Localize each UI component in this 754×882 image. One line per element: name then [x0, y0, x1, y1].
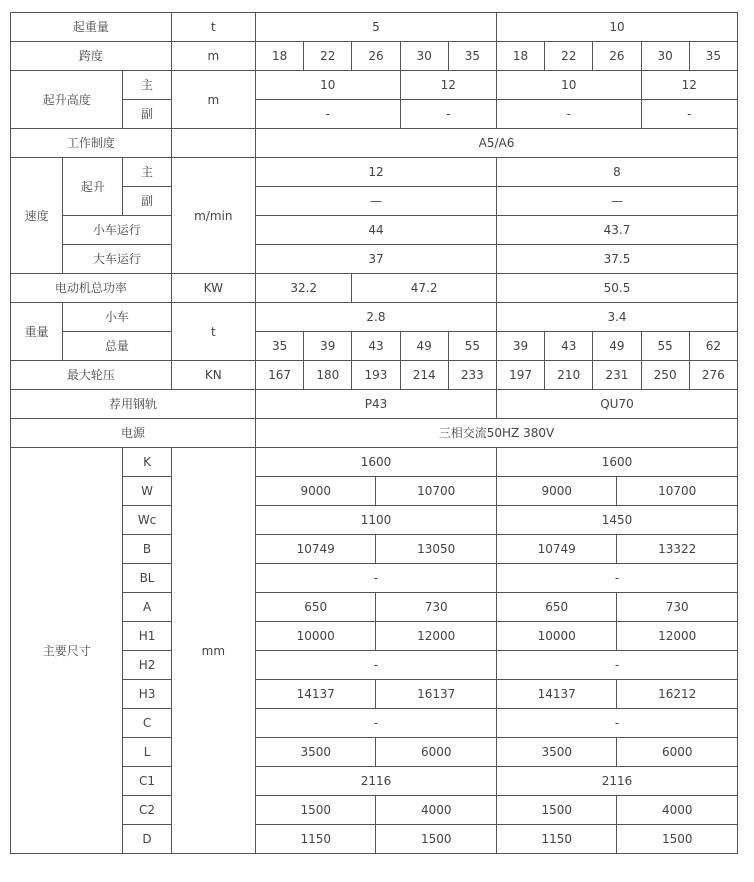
wheel-cell: 210	[545, 361, 593, 390]
rail-value-2: QU70	[496, 390, 737, 419]
dim-value: 13050	[417, 542, 456, 556]
dim-value: 14137	[497, 680, 618, 708]
span-cell: 30	[400, 42, 448, 71]
weight-total-label: 总量	[63, 332, 171, 361]
span-cell: 30	[641, 42, 689, 71]
dim-half-inner	[256, 477, 496, 505]
dim-key: W	[123, 477, 171, 506]
wheel-cell: 250	[641, 361, 689, 390]
speed-crane-row	[11, 245, 738, 274]
dim-half	[496, 738, 737, 767]
weight-total-cell: 43	[545, 332, 593, 361]
duty-value: A5/A6	[255, 129, 737, 158]
dim-key: C	[123, 709, 171, 738]
dim-value: 12000	[658, 629, 697, 643]
dim-row	[11, 448, 738, 477]
weight-total-cell: 62	[689, 332, 737, 361]
dims-unit: mm	[171, 448, 255, 854]
dim-half	[496, 622, 737, 651]
dim-value: 16137	[417, 687, 456, 701]
span-row	[11, 42, 738, 71]
speed-trolley-label: 小车运行	[63, 216, 171, 245]
lift-main-cell: 12	[400, 71, 496, 100]
dim-cell: -	[255, 709, 496, 738]
speed-main-value-2: 8	[496, 158, 737, 187]
dim-value: 6000	[661, 745, 693, 759]
dim-value: 1500	[256, 796, 377, 824]
span-cell: 22	[545, 42, 593, 71]
dim-key: C1	[123, 767, 171, 796]
crane-spec-table	[10, 12, 738, 854]
speed-crane-label: 大车运行	[63, 245, 171, 274]
dim-value: 1500	[661, 832, 693, 846]
speed-unit: m/min	[171, 158, 255, 274]
dim-value: 10749	[497, 535, 618, 563]
dim-value: 650	[497, 593, 618, 621]
dim-cell: -	[496, 709, 737, 738]
weight-total-cell: 55	[448, 332, 496, 361]
weight-total-row	[11, 332, 738, 361]
lift-main-cell: 12	[641, 71, 737, 100]
dim-half	[496, 593, 737, 622]
dim-half	[255, 593, 496, 622]
motor-unit: KW	[171, 274, 255, 303]
speed-aux-value-1: —	[255, 187, 496, 216]
weight-total-cell: 39	[496, 332, 544, 361]
dim-half-inner	[497, 477, 737, 505]
wheel-unit: KN	[171, 361, 255, 390]
lift-main-label: 主	[123, 71, 171, 100]
dim-half	[255, 680, 496, 709]
dim-half-inner	[497, 825, 737, 853]
span-cell: 18	[255, 42, 303, 71]
duty-unit	[171, 129, 255, 158]
load-value-2: 10	[496, 13, 737, 42]
dim-half	[496, 680, 737, 709]
dim-value: 12000	[417, 629, 456, 643]
dim-key: D	[123, 825, 171, 854]
span-unit: m	[171, 42, 255, 71]
load-row	[11, 13, 738, 42]
speed-crane-value-1: 37	[255, 245, 496, 274]
lift-aux-cell: -	[400, 100, 496, 129]
dim-half-inner	[256, 622, 496, 650]
lift-aux-label: 副	[123, 100, 171, 129]
span-cell: 22	[304, 42, 352, 71]
dim-half-inner	[256, 593, 496, 621]
dim-half-inner	[497, 738, 737, 766]
dim-cell: 1600	[255, 448, 496, 477]
lift-label: 起升高度	[11, 71, 123, 129]
dim-key: H1	[123, 622, 171, 651]
wheel-cell: 276	[689, 361, 737, 390]
dim-cell: -	[255, 564, 496, 593]
dim-cell: -	[496, 651, 737, 680]
dim-key: B	[123, 535, 171, 564]
dim-value: 14137	[256, 680, 377, 708]
dim-value: 10700	[658, 484, 697, 498]
wheel-cell: 233	[448, 361, 496, 390]
speed-trolley-value-2: 43.7	[496, 216, 737, 245]
dim-key: BL	[123, 564, 171, 593]
weight-trolley-value-1: 2.8	[255, 303, 496, 332]
lift-aux-cell: -	[641, 100, 737, 129]
weight-total-cell: 49	[400, 332, 448, 361]
dim-cell: -	[255, 651, 496, 680]
dim-value: 3500	[256, 738, 377, 766]
wheel-cell: 180	[304, 361, 352, 390]
dim-half-inner	[256, 535, 496, 563]
span-cell: 35	[689, 42, 737, 71]
speed-main-value-1: 12	[255, 158, 496, 187]
dim-value: 10749	[256, 535, 377, 563]
dim-value: 1150	[497, 825, 618, 853]
weight-trolley-row	[11, 303, 738, 332]
weight-total-cell: 39	[304, 332, 352, 361]
dim-key: H3	[123, 680, 171, 709]
span-cell: 26	[593, 42, 641, 71]
dim-key: K	[123, 448, 171, 477]
speed-aux-value-2: —	[496, 187, 737, 216]
dim-key: Wc	[123, 506, 171, 535]
motor-value-2: 47.2	[352, 274, 497, 303]
wheel-cell: 231	[593, 361, 641, 390]
weight-total-cell: 43	[352, 332, 400, 361]
dim-value: 1500	[420, 832, 452, 846]
dim-half-inner	[497, 593, 737, 621]
dim-half-inner	[256, 825, 496, 853]
dim-half-inner	[497, 535, 737, 563]
dim-half-inner	[256, 680, 496, 708]
dim-key: C2	[123, 796, 171, 825]
weight-unit: t	[171, 303, 255, 361]
dim-cell: 2116	[496, 767, 737, 796]
power-label: 电源	[11, 419, 256, 448]
dim-half	[255, 477, 496, 506]
dim-value: 9000	[256, 477, 377, 505]
wheel-label: 最大轮压	[11, 361, 172, 390]
rail-row	[11, 390, 738, 419]
span-cell: 35	[448, 42, 496, 71]
dim-value: 10000	[256, 622, 377, 650]
weight-total-cell: 55	[641, 332, 689, 361]
weight-total-cell: 35	[255, 332, 303, 361]
power-value: 三相交流50HZ 380V	[255, 419, 737, 448]
dim-cell: 1600	[496, 448, 737, 477]
dim-value: 730	[424, 600, 448, 614]
speed-label: 速度	[11, 158, 63, 274]
wheel-cell: 193	[352, 361, 400, 390]
motor-value-1: 32.2	[255, 274, 351, 303]
speed-main-row	[11, 158, 738, 187]
dim-value: 10000	[497, 622, 618, 650]
speed-lift-label: 起升	[63, 158, 123, 216]
lift-unit: m	[171, 71, 255, 129]
span-cell: 18	[496, 42, 544, 71]
load-unit: t	[171, 13, 255, 42]
dim-half-inner	[497, 622, 737, 650]
dim-value: 10700	[417, 484, 456, 498]
speed-aux-label: 副	[123, 187, 171, 216]
dim-value: 13322	[658, 542, 697, 556]
dim-value: 730	[665, 600, 689, 614]
dim-value: 3500	[497, 738, 618, 766]
motor-value-3: 50.5	[496, 274, 737, 303]
rail-value-1: P43	[255, 390, 496, 419]
wheel-cell: 197	[496, 361, 544, 390]
power-row	[11, 419, 738, 448]
dim-value: 9000	[497, 477, 618, 505]
duty-label: 工作制度	[11, 129, 172, 158]
wheel-cell: 167	[255, 361, 303, 390]
span-cell: 26	[352, 42, 400, 71]
weight-trolley-label: 小车	[63, 303, 171, 332]
dim-half	[255, 825, 496, 854]
speed-main-label: 主	[123, 158, 171, 187]
dim-key: L	[123, 738, 171, 767]
dim-value: 1500	[497, 796, 618, 824]
dim-cell: 1450	[496, 506, 737, 535]
load-value-1: 5	[255, 13, 496, 42]
dim-half-inner	[256, 796, 496, 824]
lift-main-cell: 10	[496, 71, 641, 100]
lift-aux-cell: -	[255, 100, 400, 129]
load-label: 起重量	[11, 13, 172, 42]
lift-main-cell: 10	[255, 71, 400, 100]
dim-key: A	[123, 593, 171, 622]
dim-value: 650	[256, 593, 377, 621]
dim-half	[255, 622, 496, 651]
dim-value: 16212	[658, 687, 697, 701]
dim-half-inner	[497, 680, 737, 708]
wheel-cell: 214	[400, 361, 448, 390]
motor-row	[11, 274, 738, 303]
weight-total-cell: 49	[593, 332, 641, 361]
weight-trolley-value-2: 3.4	[496, 303, 737, 332]
dim-half	[496, 796, 737, 825]
dim-half	[496, 535, 737, 564]
wheel-row	[11, 361, 738, 390]
duty-row	[11, 129, 738, 158]
weight-label: 重量	[11, 303, 63, 361]
dim-half-inner	[256, 738, 496, 766]
dim-half	[255, 796, 496, 825]
speed-trolley-value-1: 44	[255, 216, 496, 245]
dim-cell: -	[496, 564, 737, 593]
dim-half	[255, 738, 496, 767]
dim-half-inner	[497, 796, 737, 824]
dim-half	[496, 477, 737, 506]
lift-main-row	[11, 71, 738, 100]
dim-half	[496, 825, 737, 854]
dim-value: 4000	[661, 803, 693, 817]
span-label: 跨度	[11, 42, 172, 71]
speed-crane-value-2: 37.5	[496, 245, 737, 274]
dim-value: 6000	[420, 745, 452, 759]
dim-value: 1150	[256, 825, 377, 853]
speed-trolley-row	[11, 216, 738, 245]
dim-half	[255, 535, 496, 564]
dim-value: 4000	[420, 803, 452, 817]
motor-label: 电动机总功率	[11, 274, 172, 303]
lift-aux-cell: -	[496, 100, 641, 129]
dim-key: H2	[123, 651, 171, 680]
rail-label: 荐用钢轨	[11, 390, 256, 419]
dims-label: 主要尺寸	[11, 448, 123, 854]
dim-cell: 2116	[255, 767, 496, 796]
dim-cell: 1100	[255, 506, 496, 535]
